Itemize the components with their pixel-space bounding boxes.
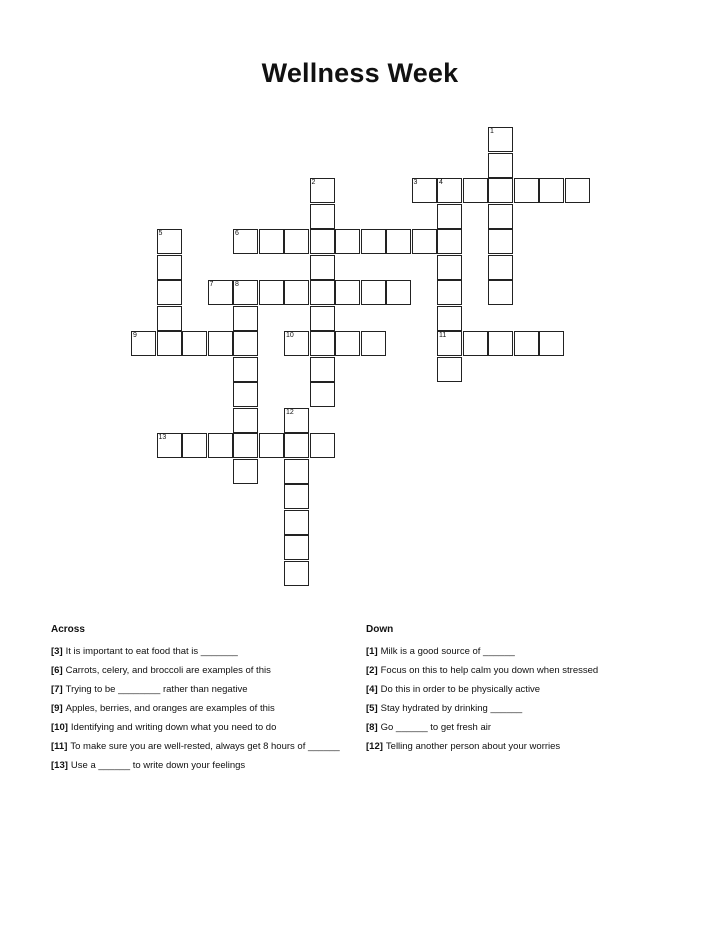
grid-cell[interactable] (437, 280, 462, 305)
grid-cell[interactable] (539, 331, 564, 356)
clue-number: [8] (366, 722, 378, 733)
grid-cell[interactable] (233, 433, 258, 458)
grid-cell[interactable] (157, 433, 182, 458)
across-clue (51, 760, 341, 772)
grid-cell[interactable] (310, 357, 335, 382)
grid-cell[interactable] (514, 331, 539, 356)
grid-cell[interactable] (437, 331, 462, 356)
clue-text: To make sure you are well-rested, always get 8 hours of ______ (70, 741, 340, 752)
clue-number: [13] (51, 760, 68, 771)
grid-cell[interactable] (386, 280, 411, 305)
clue-text: Milk is a good source of ______ (380, 646, 515, 657)
clue-text: Focus on this to help calm you down when stressed (380, 665, 599, 676)
down-clue (366, 665, 666, 677)
grid-cell-number: 7 (209, 281, 214, 288)
across-clue (51, 646, 341, 658)
grid-cell[interactable] (335, 229, 360, 254)
clue-text: Telling another person about your worries (385, 741, 561, 752)
grid-cell[interactable] (182, 433, 207, 458)
grid-cell[interactable] (259, 280, 284, 305)
grid-cell[interactable] (437, 178, 462, 203)
grid-cell[interactable] (284, 535, 309, 560)
grid-cell[interactable] (284, 331, 309, 356)
grid-cell-number: 5 (158, 230, 163, 237)
grid-cell[interactable] (233, 280, 258, 305)
clue-text: Use a ______ to write down your feelings (70, 760, 246, 771)
across-clue (51, 684, 341, 696)
grid-cell-number: 13 (158, 434, 167, 441)
page-title: Wellness Week (261, 58, 459, 88)
grid-cell[interactable] (157, 229, 182, 254)
grid-cell-number: 3 (413, 179, 418, 186)
grid-cell[interactable] (310, 433, 335, 458)
grid-cell[interactable] (310, 280, 335, 305)
grid-cell[interactable] (488, 204, 513, 229)
grid-cell[interactable] (284, 510, 309, 535)
clue-text: Trying to be ________ rather than negative (65, 684, 248, 695)
across-heading: Across (51, 624, 85, 635)
grid-cell[interactable] (233, 459, 258, 484)
clue-number: [11] (51, 741, 68, 752)
grid-cell[interactable] (361, 280, 386, 305)
grid-cell[interactable] (157, 306, 182, 331)
grid-cell[interactable] (488, 229, 513, 254)
down-heading: Down (366, 624, 394, 635)
grid-cell[interactable] (539, 178, 564, 203)
grid-cell-number: 2 (311, 179, 316, 186)
grid-cell[interactable] (284, 433, 309, 458)
across-clues (51, 624, 341, 779)
grid-cell[interactable] (233, 382, 258, 407)
clue-text: Carrots, celery, and broccoli are examples of this (65, 665, 271, 676)
clue-number: [2] (366, 665, 378, 676)
clue-number: [7] (51, 684, 63, 695)
grid-cell[interactable] (208, 280, 233, 305)
grid-cell[interactable] (208, 331, 233, 356)
clue-number: [10] (51, 722, 68, 733)
grid-cell[interactable] (412, 229, 437, 254)
across-clue (51, 741, 341, 753)
down-clue (366, 646, 666, 658)
down-clues (366, 624, 666, 760)
grid-cell[interactable] (284, 459, 309, 484)
clue-number: [9] (51, 703, 63, 714)
grid-cell[interactable] (437, 357, 462, 382)
clue-number: [12] (366, 741, 383, 752)
grid-cell[interactable] (233, 331, 258, 356)
grid-cell-number: 1 (490, 128, 494, 135)
grid-cell[interactable] (361, 229, 386, 254)
grid-cell[interactable] (182, 331, 207, 356)
grid-cell[interactable] (565, 178, 590, 203)
clue-number: [5] (366, 703, 378, 714)
clue-number: [1] (366, 646, 378, 657)
grid-cell-number: 8 (235, 281, 239, 288)
grid-cell-number: 6 (235, 230, 239, 237)
across-clue (51, 722, 341, 734)
grid-cell-number: 4 (439, 179, 443, 186)
grid-cell[interactable] (488, 178, 513, 203)
grid-cell[interactable] (463, 178, 488, 203)
grid-cell[interactable] (208, 433, 233, 458)
grid-cell[interactable] (157, 331, 182, 356)
clue-text: It is important to eat food that is _______ (65, 646, 238, 657)
grid-cell[interactable] (157, 280, 182, 305)
grid-cell[interactable] (310, 229, 335, 254)
grid-cell[interactable] (259, 229, 284, 254)
grid-cell[interactable] (514, 178, 539, 203)
grid-cell[interactable] (233, 306, 258, 331)
grid-cell[interactable] (488, 331, 513, 356)
grid-cell[interactable] (335, 280, 360, 305)
grid-cell[interactable] (284, 280, 309, 305)
grid-cell[interactable] (463, 331, 488, 356)
across-clue (51, 703, 341, 715)
grid-cell[interactable] (386, 229, 411, 254)
grid-cell[interactable] (259, 433, 284, 458)
grid-cell[interactable] (412, 178, 437, 203)
grid-cell[interactable] (131, 331, 156, 356)
across-clue (51, 665, 341, 677)
clue-number: [3] (51, 646, 63, 657)
grid-cell-number: 11 (439, 332, 447, 339)
clue-text: Apples, berries, and oranges are examples of this (65, 703, 275, 714)
grid-cell[interactable] (437, 229, 462, 254)
clue-number: [6] (51, 665, 63, 676)
down-clue (366, 684, 666, 696)
grid-cell[interactable] (233, 357, 258, 382)
grid-cell[interactable] (437, 255, 462, 280)
grid-cell[interactable] (310, 382, 335, 407)
grid-cell[interactable] (284, 229, 309, 254)
grid-cell[interactable] (437, 306, 462, 331)
grid-cell[interactable] (488, 280, 513, 305)
grid-cell[interactable] (437, 204, 462, 229)
down-clue (366, 722, 666, 734)
grid-cell[interactable] (310, 204, 335, 229)
grid-cell[interactable] (335, 331, 360, 356)
grid-cell[interactable] (233, 229, 258, 254)
grid-cell-number: 9 (133, 332, 137, 339)
grid-cell[interactable] (310, 255, 335, 280)
grid-cell[interactable] (488, 255, 513, 280)
grid-cell-number: 12 (286, 408, 294, 416)
grid-cell-number: 10 (286, 332, 294, 339)
clue-text: Go ______ to get fresh air (380, 722, 492, 733)
down-clue (366, 741, 666, 753)
grid-cell[interactable] (157, 255, 182, 280)
grid-cell[interactable] (310, 331, 335, 356)
grid-cell[interactable] (488, 127, 513, 152)
grid-cell[interactable] (488, 153, 513, 178)
down-clue (366, 703, 666, 715)
clue-text: Stay hydrated by drinking ______ (380, 703, 523, 714)
clue-text: Identifying and writing down what you need to do (70, 722, 277, 733)
grid-cell[interactable] (284, 408, 309, 433)
grid-cell[interactable] (310, 178, 335, 203)
clue-text: Do this in order to be physically active (380, 684, 541, 695)
clue-number: [4] (366, 684, 378, 695)
grid-cell[interactable] (310, 306, 335, 331)
grid-cell[interactable] (284, 561, 309, 586)
grid-cell[interactable] (284, 484, 309, 509)
grid-cell[interactable] (233, 408, 258, 433)
grid-cell[interactable] (361, 331, 386, 356)
